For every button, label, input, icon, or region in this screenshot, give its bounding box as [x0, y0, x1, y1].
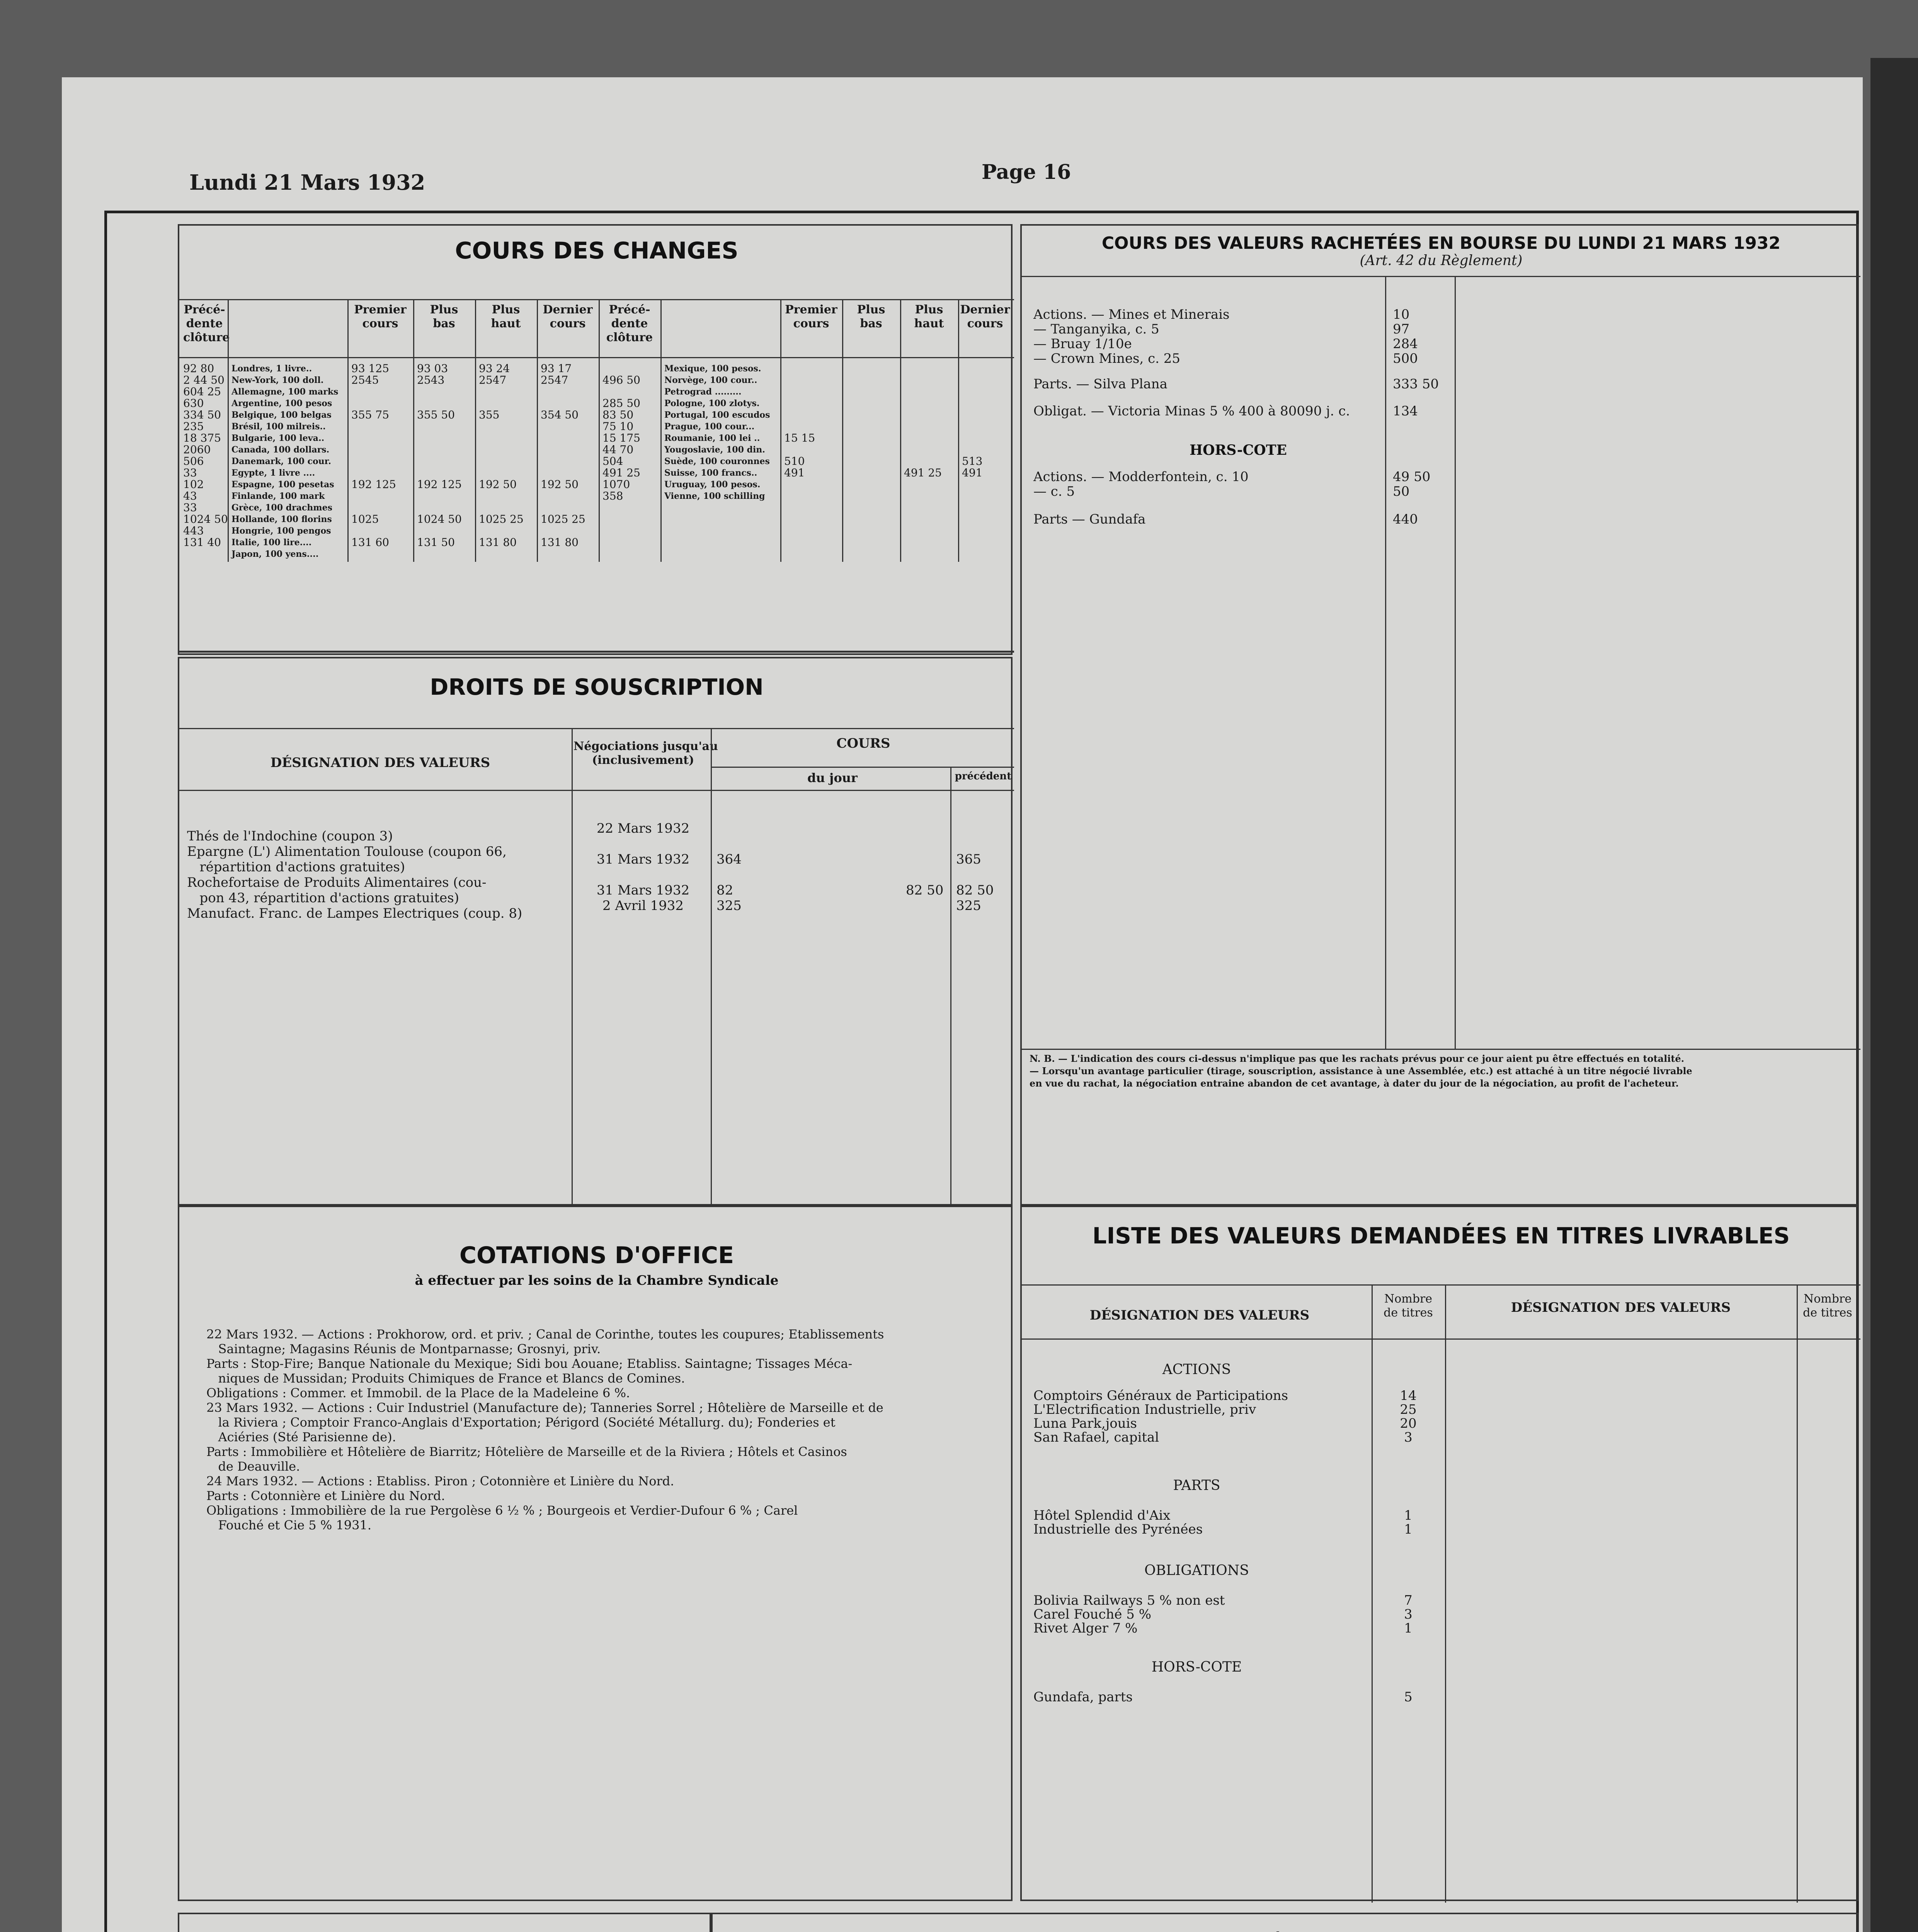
changes-left-premier: 93 125 2545 355 75 192 125 1025 131 60 [351, 362, 396, 549]
changes-head-dernier: Dernier cours [543, 303, 593, 330]
cotations-subtitle: à effectuer par les soins de la Chambre Syndicale [415, 1273, 779, 1288]
rachetees-hors-cote: HORS-COTE [1190, 442, 1287, 458]
droits-rows: Thés de l'Indochine (coupon 3) Epargne (L') Alimentation Toulouse (coupon 66, répartition d'actions gratuites) Rochefortaise de Produits Alimentaires (cou- pon 43, répartition d'actions gratuites) Manufact. Franc. de Lampes Electriques (coup. 8) [187, 828, 522, 921]
rachetees-line2-label: Parts — Gundafa [1033, 512, 1146, 527]
liste-hc-rows: Gundafa, parts [1033, 1689, 1133, 1705]
rachetees-line2-label: Actions. — Modderfontein, c. 10 [1033, 469, 1249, 485]
rachetees-subtitle: (Art. 42 du Règlement) [1360, 253, 1523, 269]
changes-title: COURS DES CHANGES [455, 237, 739, 264]
liste-col-nombre: Nombre de titres [1384, 1292, 1433, 1320]
liste-hc-heading: HORS-COTE [1151, 1659, 1242, 1675]
liste-col-designation2: DÉSIGNATION DES VALEURS [1511, 1300, 1731, 1315]
droits-jour2: 82 50 [906, 883, 944, 898]
changes-section [178, 224, 1013, 655]
changes-head-prev2: Précé- dente clôture [606, 303, 653, 344]
cotations-title: COTATIONS D'OFFICE [459, 1242, 734, 1269]
liste-title: LISTE DES VALEURS DEMANDÉES EN TITRES LIVRABLES [1092, 1223, 1790, 1249]
rachetees-line-label: Parts. — Silva Plana [1033, 376, 1167, 392]
rachetees-line-label: — Bruay 1/10e [1033, 336, 1132, 352]
droits-section [178, 657, 1013, 1206]
changes-head-prev: Précé- dente clôture [183, 303, 230, 344]
liste-actions-rows: Comptoirs Généraux de Participations L'Electrification Industrielle, priv Luna Park,jouis San Rafael, capital [1033, 1388, 1288, 1445]
changes-left-names: Londres, 1 livre.. New-York, 100 doll. Allemagne, 100 marks Argentine, 100 pesos Belgique, 100 belgas Brésil, 100 milreis.. Bulgarie, 100 leva.. Canada, 100 dollars. Danemark, 100 cour. Egypte, 1 livre .... Espagne, 100 pesetas Finlande, 100 mark Grèce, 100 drachmes Hollande, 100 florins Hongrie, 100 pengos Italie, 100 lire.... Japon, 100 yens.... [231, 364, 339, 559]
rachetees-line-value: 500 [1393, 351, 1418, 366]
cotations-section [178, 1206, 1013, 1901]
changes-right-prev: 496 50 285 50 83 50 75 10 15 175 44 70 504 491 25 1070 358 [602, 374, 640, 502]
rachetees-section [1020, 224, 1859, 1206]
liste-hc-vals: 5 [1404, 1689, 1413, 1705]
page-edge-shadow [1870, 58, 1918, 1932]
liste-actions-vals: 14 25 20 3 [1400, 1388, 1417, 1445]
cotations-body: 22 Mars 1932. — Actions : Prokhorow, ord. et priv. ; Canal de Corinthe, toutes les coupures; Etablissements Saintagne; Magasins Réunis de Montparnasse; Grosnyi, priv. Parts : Stop-Fire; Banque Nationale du Mexique; Sidi bou Aouane; Etabliss. Saintagne; Tissages Méca- niques de Mussidan; Produits Chimiques de France et Blancs de Comines. Obligations : Commer. et Immobil. de la Place de la Madeleine 6 %. 23 Mars 1932. — Actions : Cuir Industriel (Manufacture de); Tanneries Sorrel ; Hôtelière de Marseille et de la Riviera ; Comptoir Franco-Anglais d'Exportation; Périgord (Société Métallurg. du); Fonderies et Aciéries (Sté Parisienne de). Parts : Immobilière et Hôtelière de Biarritz; Hôtelière de Marseille et de la Riviera ; Hôtels et Casinos de Deauville. 24 Mars 1932. — Actions : Etabliss. Piron ; Cotonnière et Linière du Nord. Parts : Cotonnière et Linière du Nord. Obligations : Immobilière de la rue Pergolèse 6 ½ % ; Bourgeois et Verdier-Dufour 6 % ; Carel Fouché et Cie 5 % 1931. [206, 1327, 884, 1532]
changes-head-plus-haut2: Plus haut [914, 303, 944, 330]
rappels-section [178, 1913, 711, 1932]
rachetees-line2-value: 50 [1393, 484, 1410, 499]
valeurs-section [711, 1913, 1859, 1932]
liste-parts-vals: 1 1 [1404, 1508, 1413, 1537]
rachetees-line2-value: 49 50 [1393, 469, 1431, 485]
changes-right-haut: 491 25 [904, 466, 942, 479]
droits-col-prec: précédent [955, 770, 1012, 782]
changes-left-prev: 92 80 2 44 50 604 25 630 334 50 235 18 375 2060 506 33 102 43 33 1024 50 443 131 40 [183, 362, 228, 549]
rachetees-line-value: 10 [1393, 307, 1410, 322]
changes-head-plus-bas: Plus bas [430, 303, 458, 330]
liste-section [1020, 1206, 1859, 1901]
changes-head-plus-bas2: Plus bas [857, 303, 885, 330]
liste-oblig-rows: Bolivia Railways 5 % non est Carel Fouché 5 % Rivet Alger 7 % [1033, 1593, 1225, 1636]
changes-right-premier: 15 15 510 491 [784, 432, 815, 479]
liste-parts-heading: PARTS [1173, 1478, 1220, 1493]
droits-jour: 364 82 325 [716, 852, 742, 913]
changes-head-premier2: Premier cours [785, 303, 837, 330]
droits-col-cours: COURS [836, 736, 890, 751]
changes-left-dernier: 93 17 2547 354 50 192 50 1025 25 131 80 [541, 362, 585, 549]
changes-right-dernier: 513 491 [962, 455, 983, 479]
liste-col-designation: DÉSIGNATION DES VALEURS [1089, 1308, 1310, 1323]
changes-head-plus-haut: Plus haut [491, 303, 521, 330]
rachetees-line-label: — Crown Mines, c. 25 [1033, 351, 1181, 366]
header-date: Lundi 21 Mars 1932 [189, 170, 425, 195]
rachetees-line-value: 333 50 [1393, 376, 1439, 392]
rachetees-title: COURS DES VALEURS RACHETÉES EN BOURSE DU LUNDI 21 MARS 1932 [1101, 233, 1781, 253]
rachetees-line2-label: — c. 5 [1033, 484, 1075, 499]
rachetees-line-value: 134 [1393, 403, 1418, 419]
rachetees-line-label: — Tanganyika, c. 5 [1033, 321, 1159, 337]
droits-title: DROITS DE SOUSCRIPTION [430, 674, 764, 700]
rachetees-line-label: Obligat. — Victoria Minas 5 % 400 à 80090 j. c. [1033, 403, 1350, 419]
rachetees-line2-value: 440 [1393, 512, 1418, 527]
liste-oblig-heading: OBLIGATIONS [1144, 1563, 1249, 1578]
changes-left-haut: 93 24 2547 355 192 50 1025 25 131 80 [479, 362, 524, 549]
changes-left-bas: 93 03 2543 355 50 192 125 1024 50 131 50 [417, 362, 462, 549]
droits-prec: 365 82 50 325 [956, 852, 994, 913]
rachetees-line-label: Actions. — Mines et Minerais [1033, 307, 1230, 322]
droits-col-nego: Négociations jusqu'au (inclusivement) [574, 740, 718, 767]
changes-head-premier: Premier cours [354, 303, 407, 330]
liste-parts-rows: Hôtel Splendid d'Aix Industrielle des Pyrénées [1033, 1508, 1203, 1537]
changes-head-dernier2: Dernier cours [960, 303, 1010, 330]
header-page-number: Page 16 [982, 160, 1071, 184]
changes-right-names: Mexique, 100 pesos. Norvège, 100 cour.. Petrograd ......... Pologne, 100 zlotys. Portugal, 100 escudos Prague, 100 cour... Roumanie, 100 lei .. Yougoslavie, 100 din. Suède, 100 couronnes Suisse, 100 francs.. Uruguay, 100 pesos. Vienne, 100 schilling [664, 364, 770, 501]
liste-oblig-vals: 7 3 1 [1404, 1593, 1413, 1636]
rachetees-line-value: 97 [1393, 321, 1410, 337]
droits-col-designation: DÉSIGNATION DES VALEURS [270, 755, 490, 770]
rachetees-note: N. B. — L'indication des cours ci-dessus n'implique pas que les rachats prévus pour ce jour aient pu être effectués en totalité. — Lorsqu'un avantage particulier (tirage, souscription, assistance à une Assemblée, etc.) est attaché à un titre négocié livrable en vue du rachat, la négociation entraine abandon de cet avantage, à dater du jour de la négociation, au profit de l'acheteur. [1030, 1053, 1692, 1089]
liste-actions-heading: ACTIONS [1162, 1362, 1231, 1378]
droits-col-jour: du jour [807, 770, 858, 785]
liste-col-nombre2: Nombre de titres [1803, 1292, 1852, 1320]
rachetees-line-value: 284 [1393, 336, 1418, 352]
droits-dates: 22 Mars 1932 31 Mars 1932 31 Mars 1932 2 Avril 1932 [596, 821, 690, 913]
